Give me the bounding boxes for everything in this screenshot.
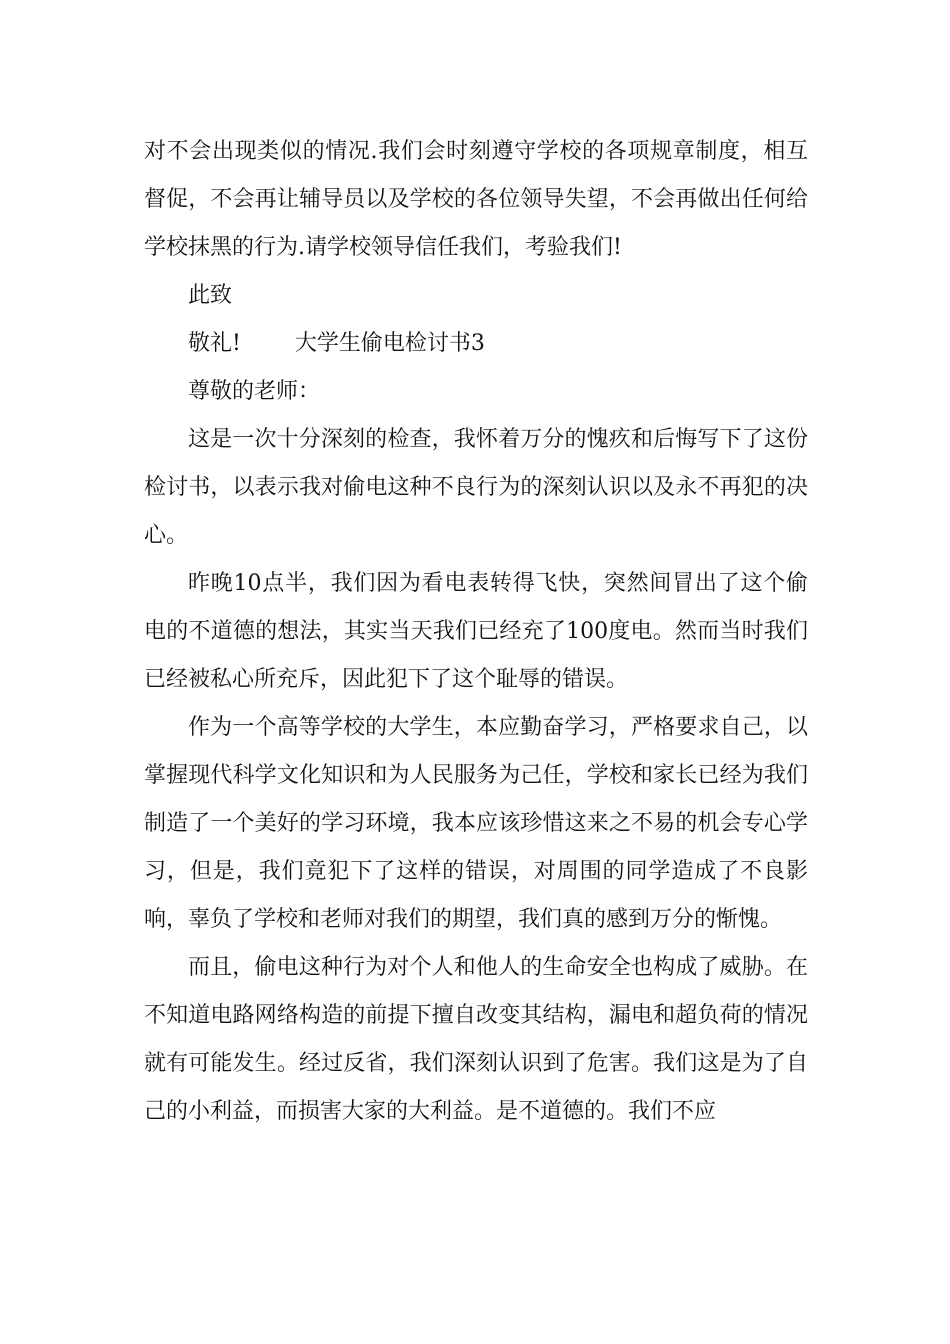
paragraph-safety: 而且，偷电这种行为对个人和他人的生命安全也构成了威胁。在不知道电路网络构造的前提下擅自改变其结构，漏电和超负荷的情况就有可能发生。经过反省，我们深刻认识到了危害。我们这是为了自己的小利益，而损害大家的大利益。是不道德的。我们不应	[144, 955, 808, 1124]
section-title: 大学生偷电检讨书3	[294, 331, 485, 356]
salutation-cizhi: 此致	[188, 283, 233, 308]
paragraph-student-duty: 作为一个高等学校的大学生，本应勤奋学习，严格要求自己，以掌握现代科学文化知识和为人民服务为己任，学校和家长已经为我们制造了一个美好的学习环境，我本应该珍惜这来之不易的机会专心学习，但是，我们竟犯下了这样的错误，对周围的同学造成了不良影响，辜负了学校和老师对我们的期望，我们真的感到万分的惭愧。	[144, 715, 808, 932]
closing-line	[144, 320, 808, 368]
paragraph-incident: 昨晚10点半，我们因为看电表转得飞快，突然间冒出了这个偷电的不道德的想法，其实当天我们已经充了100度电。然而当时我们已经被私心所充斥，因此犯下了这个耻辱的错误。	[144, 571, 808, 692]
closing-jingli: 敬礼!	[188, 331, 241, 356]
document-body	[144, 128, 808, 1136]
greeting: 尊敬的老师：	[188, 379, 321, 404]
paragraph-continuation: 对不会出现类似的情况.我们会时刻遵守学校的各项规章制度，相互督促，不会再让辅导员以及学校的各位领导失望，不会再做出任何给学校抹黑的行为.请学校领导信任我们，考验我们!	[144, 139, 808, 260]
paragraph-intro: 这是一次十分深刻的检查，我怀着万分的愧疚和后悔写下了这份检讨书，以表示我对偷电这种不良行为的深刻认识以及永不再犯的决心。	[144, 427, 808, 548]
